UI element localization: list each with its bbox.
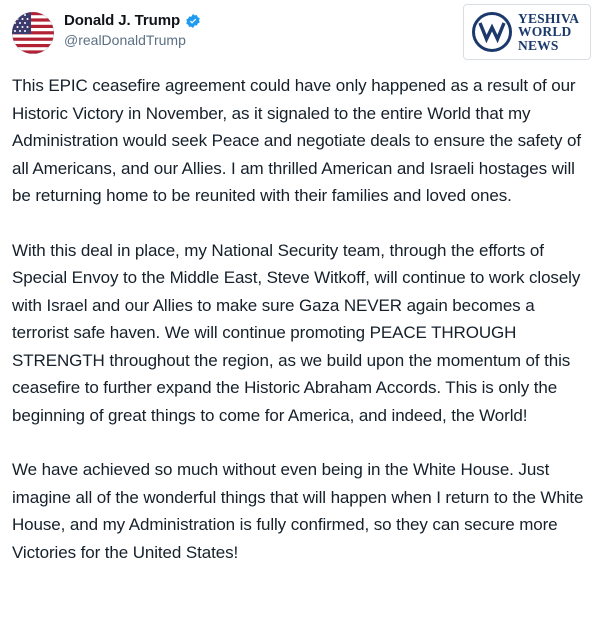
post-paragraph: We have achieved so much without even being in the White House. Just imagine all of the wonderful things that will happen when I return to the White House, and my Administration is fully confirmed, so they can secure more Victories for the United States! [12, 460, 584, 562]
publisher-name [518, 12, 579, 53]
publisher-line-2: WORLD [518, 24, 572, 40]
author-display-name[interactable]: Donald J. Trump [64, 12, 181, 29]
author-name-row [64, 12, 201, 29]
post-paragraph: With this deal in place, my National Security team, through the efforts of Special Envoy to the Middle East, Steve Witkoff, will continue to work closely with Israel and our Allies to make sure Gaza NEVER again becomes a terrorist safe haven. We will continue promoting PEACE THROUGH STRENGTH throughout the region, as we build upon the momentum of this ceasefire to further expand the Historic Abraham Accords. This is only the beginning of great things to come for America, and indeed, the World! [12, 240, 581, 425]
verified-badge-icon [185, 13, 201, 29]
avatar[interactable] [12, 12, 54, 54]
us-flag-avatar-icon [12, 12, 54, 54]
publisher-logo[interactable] [463, 4, 591, 60]
author-block [64, 10, 201, 48]
publisher-line-3: NEWS [518, 37, 559, 53]
post-header [12, 10, 589, 68]
publisher-line-1: YESHIVA [518, 10, 580, 26]
yeshiva-world-news-logo-icon [472, 12, 512, 52]
post-paragraph: This EPIC ceasefire agreement could have only happened as a result of our Historic Victory in November, as it signaled to the entire World that my Administration would seek Peace and negotiate deals to ensure the safety of all Americans, and our Allies. I am thrilled American and Israeli hostages will be returning home to be reunited with their families and loved ones. [12, 76, 581, 205]
post-body [12, 72, 589, 566]
author-handle[interactable]: @realDonaldTrump [64, 32, 186, 48]
